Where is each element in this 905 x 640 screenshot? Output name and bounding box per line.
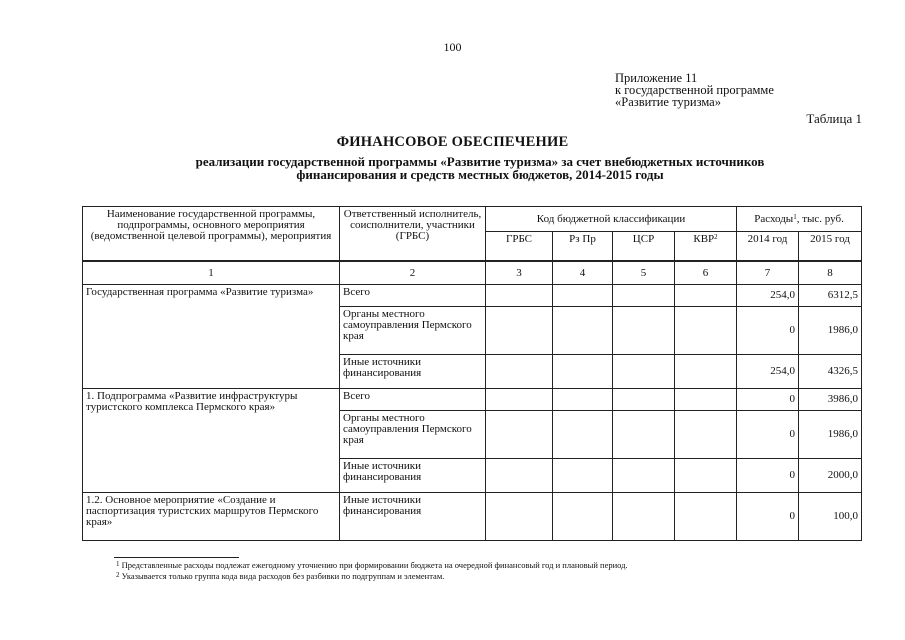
header-executor: Ответственный исполнитель, соисполнители, участники (ГРБС) — [340, 207, 486, 262]
appendix-note — [615, 72, 774, 108]
executor-cell: Иные источники финансирования — [340, 355, 486, 389]
header-2015: 2015 год — [799, 232, 862, 262]
column-index: 1 — [83, 261, 340, 285]
document-title: ФИНАНСОВОЕ ОБЕСПЕЧЕНИЕ — [336, 134, 569, 150]
rzpr-cell — [553, 355, 613, 389]
csr-cell — [613, 355, 675, 389]
kvr-cell — [675, 459, 737, 493]
csr-cell — [613, 389, 675, 411]
column-index: 8 — [799, 261, 862, 285]
kvr-cell — [675, 355, 737, 389]
csr-cell — [613, 459, 675, 493]
value-2015-cell: 100,0 — [799, 493, 862, 541]
program-name-cell: Государственная программа «Развитие туризма» — [83, 285, 340, 389]
csr-cell — [613, 411, 675, 459]
value-2015-cell: 6312,5 — [799, 285, 862, 307]
executor-cell: Органы местного самоуправления Пермского края — [340, 411, 486, 459]
kvr-cell — [675, 285, 737, 307]
value-2014-cell: 0 — [737, 459, 799, 493]
value-2015-cell: 2000,0 — [799, 459, 862, 493]
rzpr-cell — [553, 459, 613, 493]
column-index: 5 — [613, 261, 675, 285]
value-2014-cell: 254,0 — [737, 355, 799, 389]
value-2015-cell: 3986,0 — [799, 389, 862, 411]
rzpr-cell — [553, 285, 613, 307]
column-index: 7 — [737, 261, 799, 285]
column-index: 3 — [486, 261, 553, 285]
kvr-cell — [675, 389, 737, 411]
column-index: 4 — [553, 261, 613, 285]
page-number: 100 — [443, 40, 462, 54]
footnote-1 — [116, 561, 628, 570]
header-row-1 — [83, 207, 862, 232]
footnote-divider — [114, 557, 239, 558]
value-2015-cell: 4326,5 — [799, 355, 862, 389]
document-subtitle — [100, 155, 860, 181]
grbs-cell — [486, 411, 553, 459]
header-expenses-label: Расходы — [754, 212, 794, 225]
header-expenses-footnote-mark: 1 — [793, 212, 797, 221]
footnote-2-text: Указывается только группа кода вида расходов без разбивки по подгруппам и элементам. — [121, 571, 445, 581]
grbs-cell — [486, 285, 553, 307]
column-index-row — [83, 261, 862, 285]
executor-cell: Иные источники финансирования — [340, 459, 486, 493]
executor-cell: Всего — [340, 285, 486, 307]
footnote-2-mark: 2 — [116, 571, 120, 579]
value-2014-cell: 0 — [737, 411, 799, 459]
header-grbs: ГРБС — [486, 232, 553, 262]
csr-cell — [613, 493, 675, 541]
rzpr-cell — [553, 493, 613, 541]
grbs-cell — [486, 355, 553, 389]
footnote-1-text: Представленные расходы подлежат ежегодному уточнению при формировании бюджета на очередной финансовый год и плановый период. — [121, 560, 628, 570]
executor-cell: Иные источники финансирования — [340, 493, 486, 541]
appendix-line-3: «Развитие туризма» — [615, 95, 721, 109]
header-name: Наименование государственной программы, подпрограммы, основного мероприятия (ведомственной целевой программы), мероприятия — [83, 207, 340, 262]
financing-table — [82, 206, 862, 541]
value-2014-cell: 254,0 — [737, 285, 799, 307]
subtitle-line-2: финансирования и средств местных бюджетов, 2014-2015 годы — [296, 167, 664, 182]
column-index: 6 — [675, 261, 737, 285]
kvr-cell — [675, 493, 737, 541]
rzpr-cell — [553, 307, 613, 355]
rzpr-cell — [553, 411, 613, 459]
footnote-1-mark: 1 — [116, 560, 120, 568]
program-name-cell: 1.2. Основное мероприятие «Создание и паспортизация туристских маршрутов Пермского края» — [83, 493, 340, 541]
value-2014-cell: 0 — [737, 389, 799, 411]
value-2014-cell: 0 — [737, 307, 799, 355]
header-csr: ЦСР — [613, 232, 675, 262]
header-2014: 2014 год — [737, 232, 799, 262]
column-index: 2 — [340, 261, 486, 285]
grbs-cell — [486, 389, 553, 411]
value-2014-cell: 0 — [737, 493, 799, 541]
header-kvr-label: КВР — [693, 233, 715, 245]
table-row — [83, 493, 862, 541]
value-2015-cell: 1986,0 — [799, 307, 862, 355]
header-expenses-unit: , тыс. руб. — [796, 212, 844, 225]
header-kvr-footnote-mark: 2 — [714, 233, 718, 241]
subtitle-line-1: реализации государственной программы «Развитие туризма» за счет внебюджетных источников — [195, 154, 765, 169]
appendix-line-2: к государственной программе — [615, 83, 774, 97]
grbs-cell — [486, 459, 553, 493]
header-rzpr: Рз Пр — [553, 232, 613, 262]
executor-cell: Всего — [340, 389, 486, 411]
header-expenses — [737, 207, 862, 232]
table-row — [83, 285, 862, 307]
executor-cell: Органы местного самоуправления Пермского края — [340, 307, 486, 355]
csr-cell — [613, 285, 675, 307]
csr-cell — [613, 307, 675, 355]
appendix-line-1: Приложение 11 — [615, 71, 698, 85]
program-name-cell: 1. Подпрограмма «Развитие инфраструктуры туристского комплекса Пермского края» — [83, 389, 340, 493]
kvr-cell — [675, 411, 737, 459]
footnote-2 — [116, 572, 444, 581]
grbs-cell — [486, 307, 553, 355]
table-number: Таблица 1 — [806, 111, 862, 126]
grbs-cell — [486, 493, 553, 541]
rzpr-cell — [553, 389, 613, 411]
header-budget-code: Код бюджетной классификации — [486, 207, 737, 232]
table-row — [83, 389, 862, 411]
value-2015-cell: 1986,0 — [799, 411, 862, 459]
kvr-cell — [675, 307, 737, 355]
header-kvr — [675, 232, 737, 262]
